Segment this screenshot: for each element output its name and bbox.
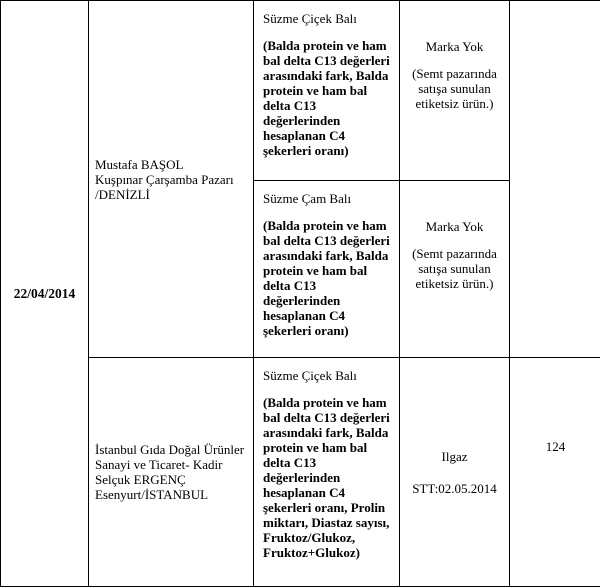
analysis-line: Fruktoz/Glukoz, [263,530,356,545]
company-line: İstanbul Gıda Doğal Ürünler [95,442,245,457]
analysis-line: değerlerinden [263,470,341,485]
analysis-line: hesaplanan C4 [263,485,345,500]
analysis-line: arasındaki fark, Balda [263,425,389,440]
product-cell [254,181,400,358]
brand-cell [400,181,510,358]
number-cell [510,358,600,587]
analysis-line: hesaplanan C4 [263,128,345,143]
analysis-line: Fruktoz+Glukoz) [263,545,360,560]
analysis-line: değerlerinden [263,113,341,128]
company-line: Sanayi ve Ticaret- Kadir [95,457,223,472]
analysis-text [263,218,391,338]
sample-number: 124 [545,438,566,454]
product-name: Süzme Çiçek Balı [263,11,357,26]
analysis-line: (Balda protein ve ham [263,38,387,53]
analysis-line: bal delta C13 değerleri [263,53,390,68]
brand-cell [400,358,510,587]
analysis-line: şekerleri oranı, Prolin [263,500,386,515]
note-line: (Semt pazarında [412,246,497,261]
analysis-line: delta C13 [263,455,317,470]
product-name: Süzme Çam Balı [263,191,352,206]
analysis-line: bal delta C13 değerleri [263,410,390,425]
note-line: satışa sunulan [418,81,491,96]
note-line: (Semt pazarında [412,66,497,81]
product-cell [254,358,400,587]
company-line: Esenyurt/İSTANBUL [95,487,209,502]
company-line: Kuşpınar Çarşamba Pazarı [95,171,234,187]
product-name: Süzme Çiçek Balı [263,368,357,383]
analysis-line: protein ve ham bal [263,440,368,455]
table-row [1,358,600,587]
note-line: satışa sunulan [418,261,491,276]
company-cell [89,1,254,358]
analysis-line: değerlerinden [263,293,341,308]
analysis-line: hesaplanan C4 [263,308,345,323]
analysis-line: miktarı, Diastaz sayısı, [263,515,390,530]
analysis-line: (Balda protein ve ham [263,395,387,410]
date-cell [1,1,89,587]
analysis-line: delta C13 [263,278,317,293]
analysis-line: delta C13 [263,98,317,113]
analysis-line: arasındaki fark, Balda [263,68,389,83]
analysis-line: bal delta C13 değerleri [263,233,390,248]
analysis-line: (Balda protein ve ham [263,218,387,233]
number-cell [510,1,600,358]
company-line: Selçuk ERGENÇ [95,472,186,487]
analysis-text [263,395,391,560]
note-line: etiketsiz ürün.) [415,276,494,291]
analysis-line: protein ve ham bal [263,83,368,98]
analysis-text [263,38,391,158]
table-row [1,1,600,181]
analysis-line: arasındaki fark, Balda [263,248,389,263]
analysis-line: protein ve ham bal [263,263,368,278]
company-line: Mustafa BAŞOL [95,156,184,172]
note-line: etiketsiz ürün.) [415,96,494,111]
brand-name: Marka Yok [425,39,484,54]
brand-name: Marka Yok [425,219,484,234]
brand-name: Ilgaz [441,448,468,464]
company-cell [89,358,254,587]
product-cell [254,1,400,181]
expiry-date: STT:02.05.2014 [412,480,497,496]
analysis-line: şekerleri oranı) [263,323,349,338]
brand-cell [400,1,510,181]
company-line: /DENİZLİ [95,186,150,202]
analysis-line: şekerleri oranı) [263,143,349,158]
date-text: 22/04/2014 [13,286,76,301]
